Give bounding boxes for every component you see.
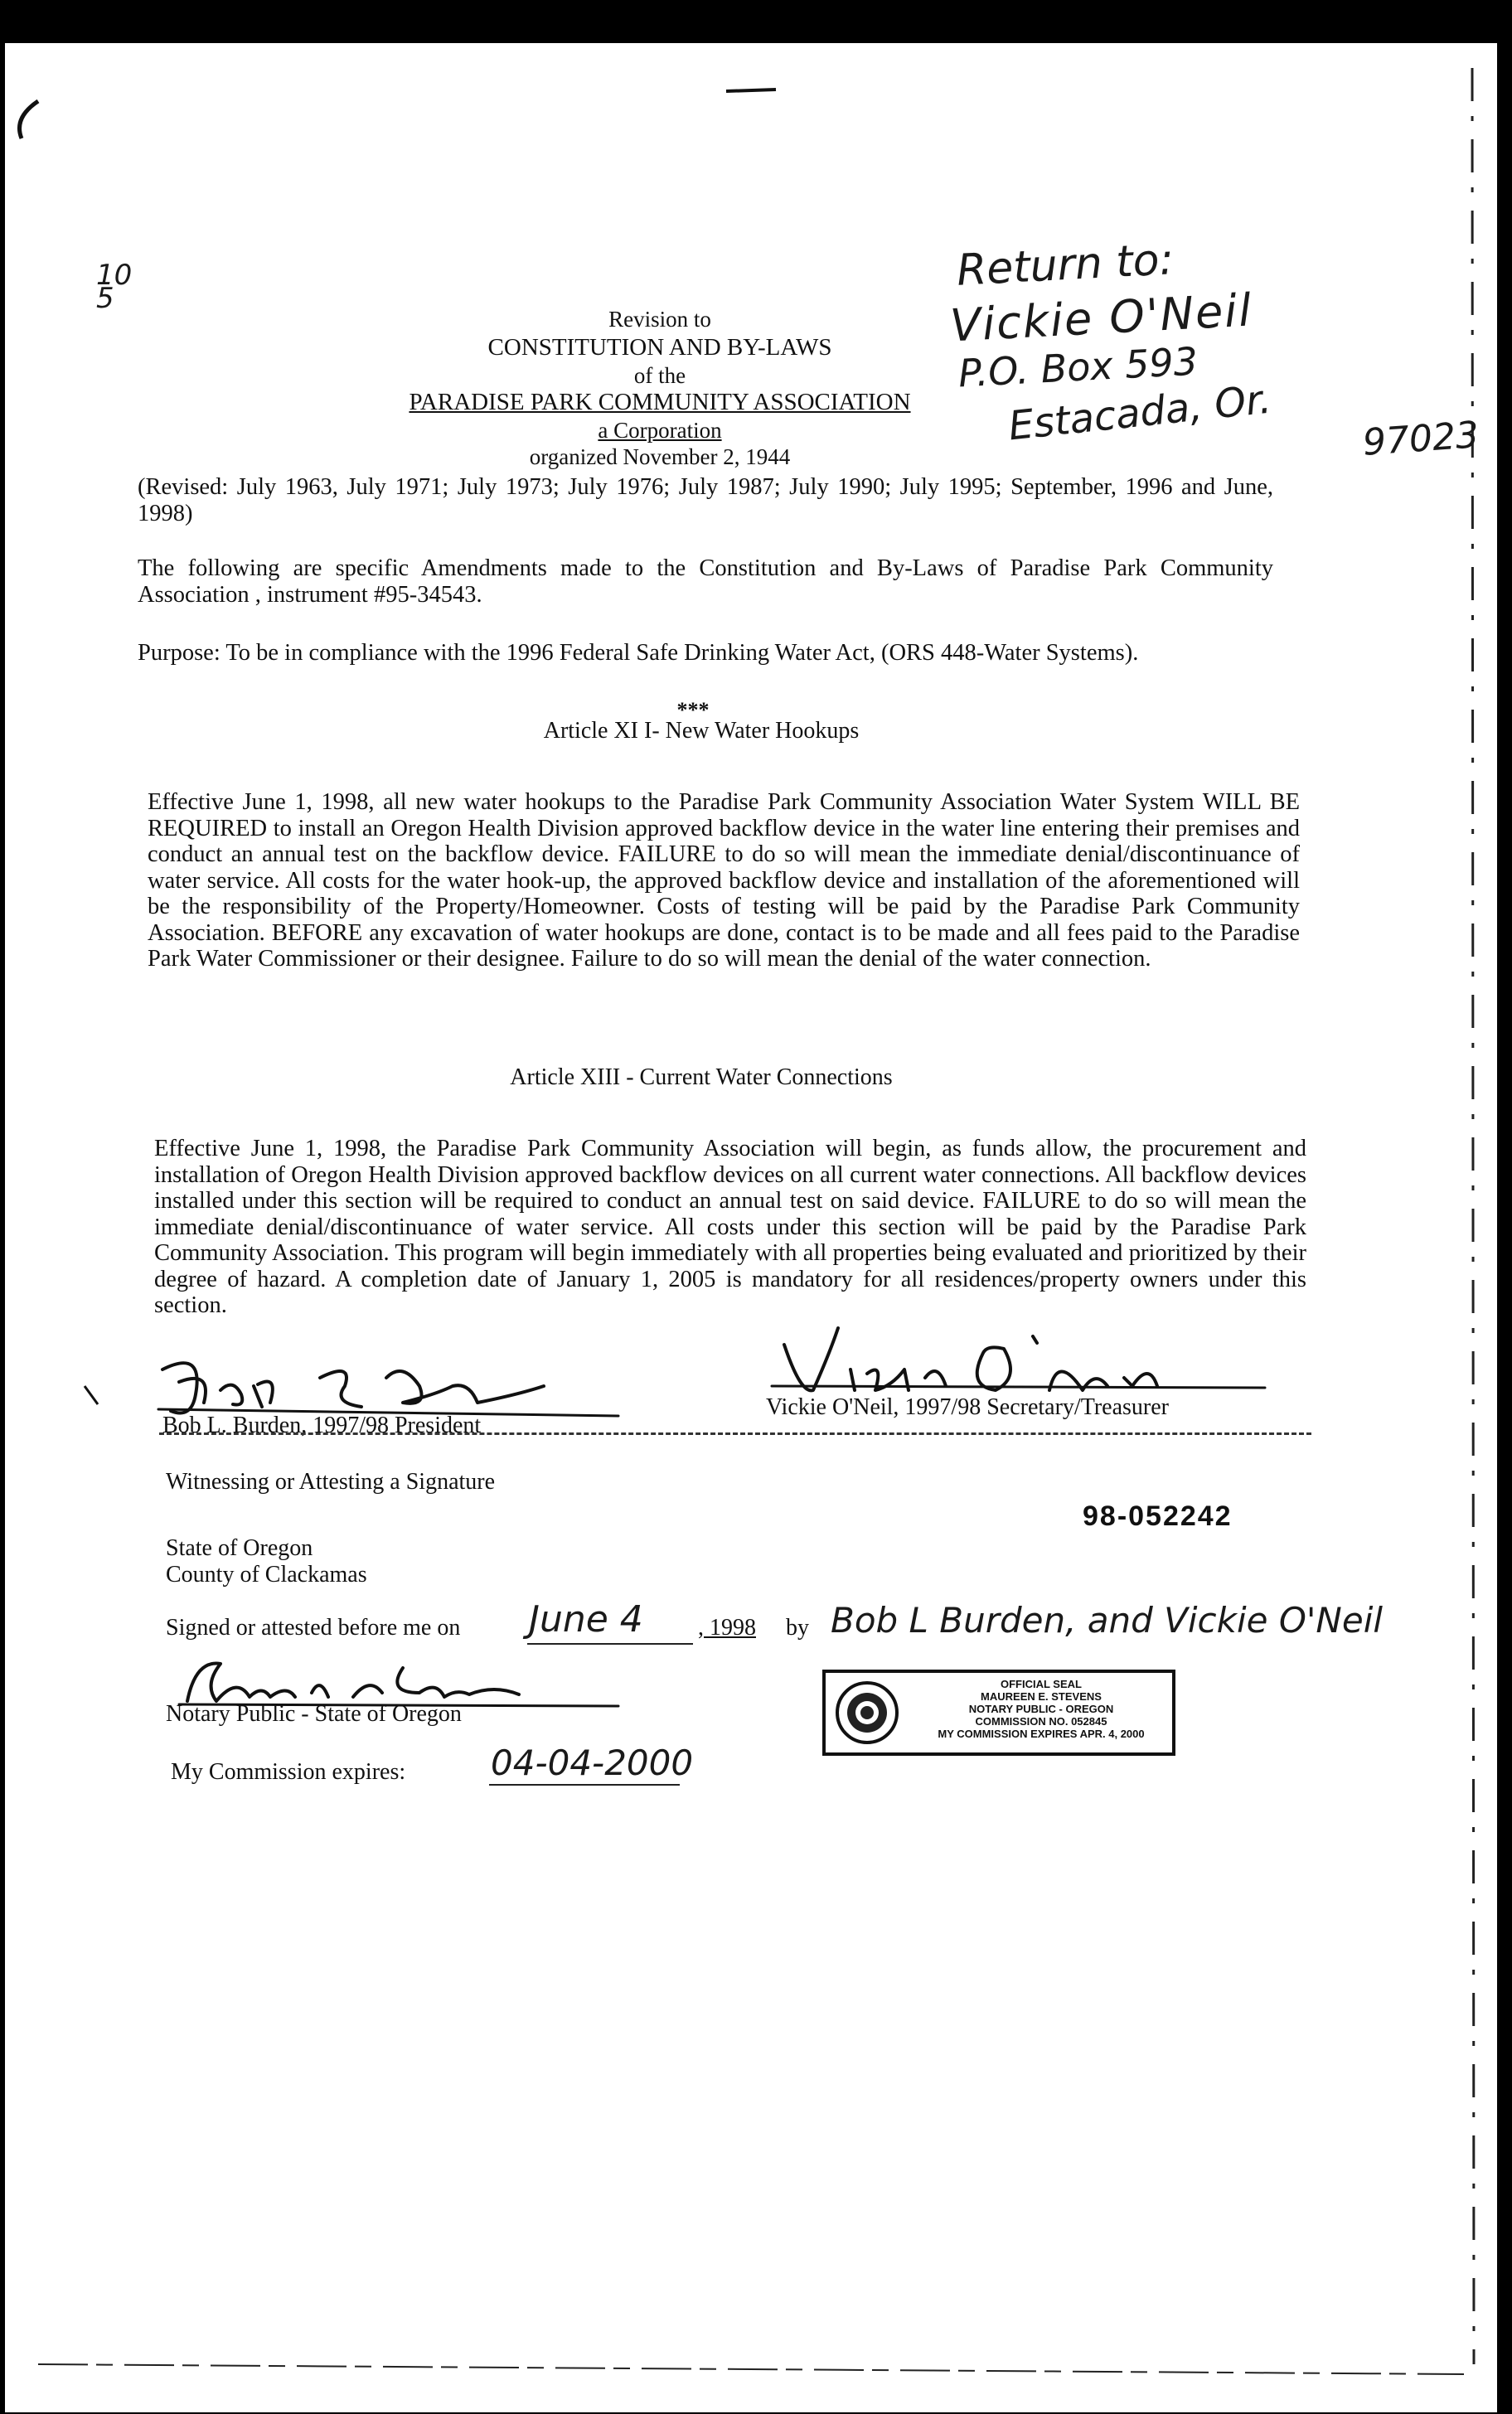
intro-paragraph: The following are specific Amendments made to the Constitution and By-Laws of Paradise Park Community Association , instrument #95-34543. <box>138 555 1273 608</box>
dashed-divider <box>159 1432 1311 1435</box>
handwritten-return-name: Vickie O'Neil <box>948 284 1254 352</box>
official-notary-seal <box>822 1670 1175 1756</box>
article-xiii-body: Effective June 1, 1998, the Paradise Park Community Association will begin, as funds allow, the procurement and installation of Oregon Health Division approved backflow devices on all current water connections. All backflow devices installed under this section will be required to conduct an annual test on said device. FAILURE to do so will mean the immediate denial/discontinuance of water service. All costs under this section will be paid by the Paradise Park Community Association. This program will begin immediately with all properties being evaluated and prioritized by their degree of hazard. A completion date of January 1, 2005 is mandatory for all residences/property owners under this section. <box>154 1136 1306 1318</box>
header-organized-date: organized November 2, 1944 <box>529 444 791 469</box>
notary-public-label: Notary Public - State of Oregon <box>166 1701 462 1727</box>
purpose-paragraph: Purpose: To be in compliance with the 1996 Federal Safe Drinking Water Act, (ORS 448-Water Systems). <box>138 640 1139 666</box>
handwritten-return-zip: 97023 <box>1361 414 1480 464</box>
header-of-the: of the <box>633 363 686 388</box>
article-xi-title: Article XI I- New Water Hookups <box>543 718 860 744</box>
scanned-document-page <box>5 43 1497 2412</box>
header-corporation: a Corporation <box>598 418 722 443</box>
notary-county: County of Clackamas <box>166 1562 367 1588</box>
commission-expires-handwritten: 04-04-2000 <box>491 1743 694 1783</box>
article-xiii-title: Article XIII - Current Water Connections <box>510 1064 893 1090</box>
seal-line-4: COMMISSION NO. 052845 <box>975 1715 1107 1728</box>
signed-date-underline <box>527 1643 693 1645</box>
seal-line-5: MY COMMISSION EXPIRES APR. 4, 2000 <box>938 1728 1145 1740</box>
handwritten-return-box: P.O. Box 593 <box>957 338 1199 396</box>
section-separator: *** <box>676 698 710 722</box>
signed-by-label: by <box>786 1615 809 1641</box>
seal-text <box>917 1678 1166 1740</box>
header-revision-history: (Revised: July 1963, July 1971; July 1973; July 1976; July 1987; July 1990; July 1995; September, 1996 and June, 1998) <box>138 474 1273 526</box>
signed-year: , 1998 <box>698 1615 756 1641</box>
header-association-name: PARADISE PARK COMMUNITY ASSOCIATION <box>409 389 911 415</box>
signed-before-label: Signed or attested before me on <box>166 1615 461 1641</box>
seal-line-3: NOTARY PUBLIC - OREGON <box>968 1703 1114 1715</box>
seal-line-2: MAUREEN E. STEVENS <box>981 1690 1102 1703</box>
notary-state: State of Oregon <box>166 1535 313 1561</box>
secretary-signature-label: Vickie O'Neil, 1997/98 Secretary/Treasurer <box>766 1394 1169 1420</box>
commission-expires-label: My Commission expires: <box>171 1759 406 1785</box>
signed-names-handwritten: Bob L Burden, and Vickie O'Neil <box>831 1600 1384 1641</box>
handwritten-page-number: 10 5 <box>96 259 133 315</box>
header-revision-to: Revision to <box>608 307 711 332</box>
signed-date-handwritten: June 4 <box>529 1598 643 1641</box>
commission-expires-underline <box>489 1784 680 1786</box>
oregon-state-seal-icon <box>834 1680 904 1746</box>
handwritten-return-city: Estacada, Or. <box>1006 376 1274 450</box>
handwritten-return-to: Return to: <box>955 235 1175 296</box>
seal-line-1: OFFICIAL SEAL <box>1001 1678 1082 1690</box>
president-signature-label: Bob L. Burden, 1997/98 President <box>162 1413 482 1438</box>
notary-heading: Witnessing or Attesting a Signature <box>166 1469 496 1495</box>
article-xi-body: Effective June 1, 1998, all new water hookups to the Paradise Park Community Association Water System WILL BE REQUIRED to install an Oregon Health Division approved backflow device in the water line entering their premises and conduct an annual test on the backflow device. FAILURE to do so will mean the immediate denial/discontinuance of water service. All costs for the water hook-up, the approved backflow device and installation of the aforementioned will be the responsibility of the Property/Homeowner. Costs of testing will be paid by the Paradise Park Community Association. BEFORE any excavation of water hookups are done, contact is to be made and all fees paid to the Paradise Park Water Commissioner or their designee. Failure to do so will mean the denial of the water connection. <box>148 789 1300 972</box>
recording-number: 98-052242 <box>1083 1500 1233 1532</box>
header-constitution: CONSTITUTION AND BY-LAWS <box>487 334 832 361</box>
